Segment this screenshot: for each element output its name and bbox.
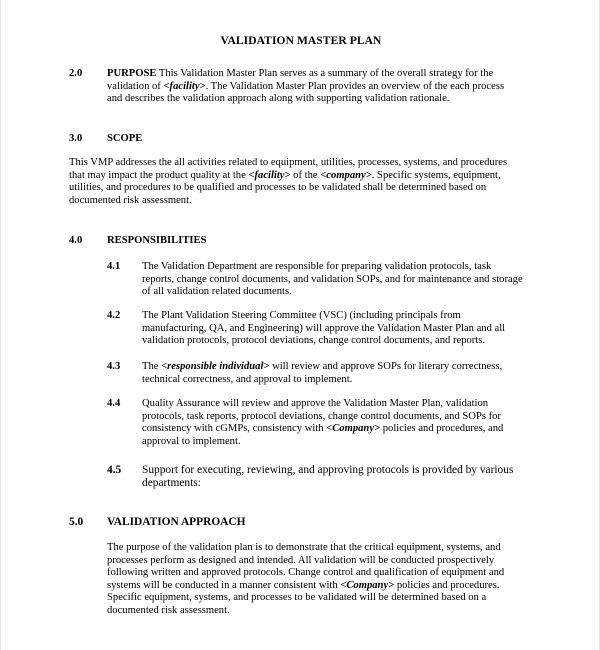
item-4-3-text-b: will review and approve SOPs for literary correctness, xyxy=(269,361,503,372)
section-number-scope: 3.0 xyxy=(69,133,83,144)
item-line: reports, change control documents, and validation SOPs, and for maintenance and storage xyxy=(142,273,523,285)
item-line: departments: xyxy=(142,477,201,490)
approach-line-4-text-a: systems will be conducted in a manner consistent with xyxy=(107,579,341,591)
responsibility-item-4-2 xyxy=(142,310,505,348)
approach-line-2: processes perform as designed and intended. All validation will be conducted prospectively xyxy=(107,554,495,566)
section-heading-approach: VALIDATION APPROACH xyxy=(107,516,246,528)
purpose-line-2-text-b: . The Validation Master Plan provides an overview of the each process xyxy=(205,80,505,92)
purpose-line-2 xyxy=(107,81,504,94)
responsibility-item-4-1 xyxy=(142,261,523,299)
company-placeholder: <Company> xyxy=(340,579,395,591)
item-number: 4.2 xyxy=(107,310,121,321)
document-title: VALIDATION MASTER PLAN xyxy=(220,35,382,47)
item-line: The Validation Department are responsible for preparing validation protocols, task xyxy=(142,261,492,272)
item-4-4-text-b: policies and procedures, and xyxy=(380,423,504,435)
purpose-line-3: and describes the validation approach along with supporting validation rationale. xyxy=(107,93,450,105)
item-line: technical correctness, and approval to implement. xyxy=(142,373,353,385)
section-number-responsibilities: 4.0 xyxy=(69,235,83,246)
item-4-4-text-a: consistency with cGMPs, consistency with xyxy=(142,423,327,435)
scope-line-1: This VMP addresses the all activities related to equipment, utilities, processes, systems, and procedures xyxy=(69,157,508,168)
responsibility-item-4-3 xyxy=(142,361,502,386)
item-number: 4.4 xyxy=(107,398,121,409)
item-number: 4.5 xyxy=(107,464,122,476)
section-heading-responsibilities: RESPONSIBILITIES xyxy=(107,235,207,246)
scope-line-2-text-b: of the xyxy=(290,169,321,181)
approach-line-3: following written and approved protocols. Change control and qualification of equipment and xyxy=(107,567,505,579)
item-line: of all validation related documents. xyxy=(142,286,292,298)
item-line: Quality Assurance will review and approve the Validation Master Plan, validation xyxy=(142,398,489,409)
scope-line-3: utilities, and procedures to be qualified and processes to be validated shall be determined based on xyxy=(69,182,487,194)
approach-line-5: Specific equipment, systems, and processes to be validated will be determined based on a xyxy=(107,592,487,604)
item-line: validation protocols, protocol deviations, change control documents, and reports. xyxy=(142,335,486,347)
scope-line-2-text-c: . Specific systems, equipment, xyxy=(371,169,501,181)
item-line: The Plant Validation Steering Committee (VSC) (including principals from xyxy=(142,310,461,321)
purpose-line-1-text: This Validation Master Plan serves as a summary of the overall strategy for the xyxy=(156,68,494,79)
responsible-individual-placeholder: <responsible individual> xyxy=(161,361,270,372)
purpose-line-1 xyxy=(107,68,504,81)
section-approach-paragraph xyxy=(107,542,504,618)
item-line: protocols, task reports, protocol deviations, change control documents, and SOPs for xyxy=(142,410,501,422)
approach-line-1: The purpose of the validation plan is to demonstrate that the critical equipment, systems, and xyxy=(107,542,501,553)
responsibility-item-4-4 xyxy=(142,398,503,448)
section-purpose-paragraph xyxy=(107,68,504,106)
item-line xyxy=(142,361,502,374)
item-line xyxy=(142,423,503,436)
facility-placeholder: <facility> xyxy=(248,169,291,181)
scope-line-2-text-a: that may impact the product quality at the xyxy=(69,169,249,181)
scope-line-2 xyxy=(69,170,507,183)
item-line: approval to implement. xyxy=(142,435,241,447)
item-line: manufacturing, QA, and Engineering) will approve the Validation Master Plan and all xyxy=(142,322,506,334)
section-number-approach: 5.0 xyxy=(69,516,84,528)
purpose-line-2-text-a: validation of xyxy=(107,80,164,92)
approach-line-6: documented risk assessment. xyxy=(107,604,230,616)
item-number: 4.3 xyxy=(107,361,121,372)
section-scope-paragraph xyxy=(69,157,507,207)
company-placeholder: <company> xyxy=(320,169,372,181)
section-heading-purpose: PURPOSE xyxy=(107,68,157,79)
section-heading-scope: SCOPE xyxy=(107,133,143,144)
company-placeholder: <Company> xyxy=(326,423,381,435)
scope-line-4: documented risk assessment. xyxy=(69,194,192,206)
approach-line-4 xyxy=(107,580,504,593)
section-number-purpose: 2.0 xyxy=(69,68,83,79)
item-line: Support for executing, reviewing, and approving protocols is provided by various xyxy=(142,464,514,476)
item-number: 4.1 xyxy=(107,261,121,272)
facility-placeholder: <facility> xyxy=(163,80,206,92)
approach-line-4-text-b: policies and procedures. xyxy=(394,579,500,591)
responsibility-item-4-5 xyxy=(142,464,513,491)
item-4-3-text-a: The xyxy=(142,361,162,372)
